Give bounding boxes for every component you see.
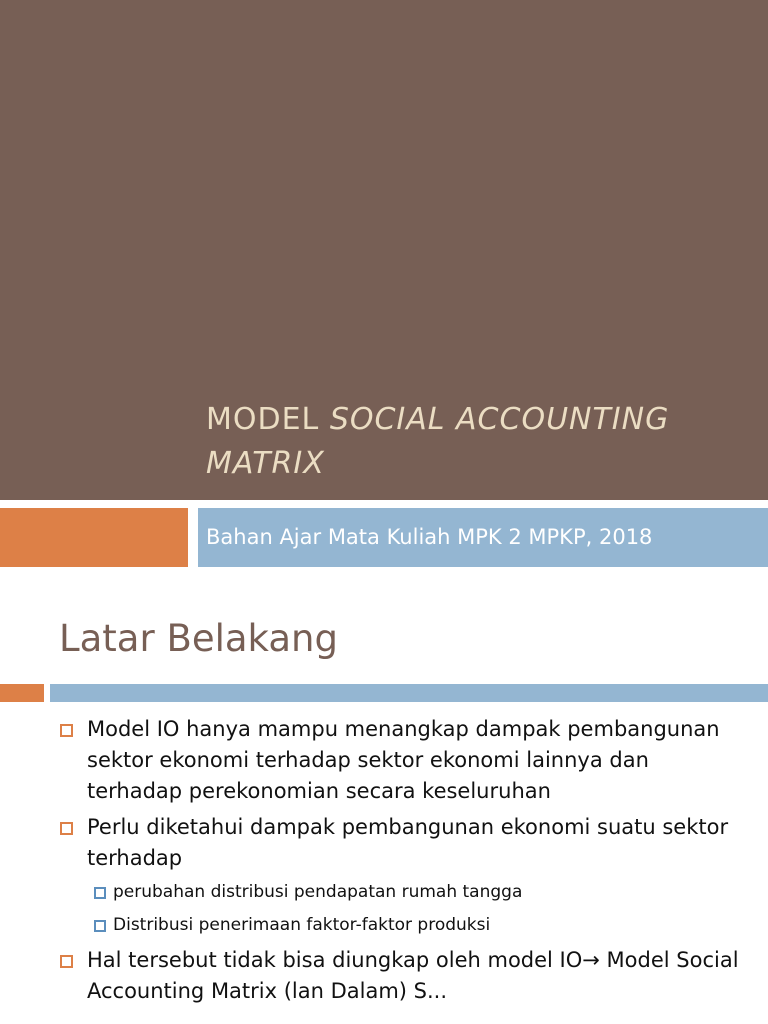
subtitle-bar [198,508,768,567]
subtitle-accent-block [0,508,188,567]
bullet-item [59,945,739,1007]
bullet-text: Model IO hanya mampu menangkap dampak pembangunan sektor ekonomi terhadap sektor ekonomi lainnya dan terhadap perekonomian secara keseluruhan [87,717,720,803]
square-sub-bullet-icon [94,887,106,899]
square-bullet-icon [60,724,73,737]
title-rule-accent [0,684,44,702]
sub-bullet-item [87,878,739,907]
title-slide [0,0,768,500]
bullet-item [59,812,739,940]
sub-bullet-text: perubahan distribusi pendapatan rumah tangga [113,882,523,902]
presentation-title [206,398,746,486]
bullet-list [59,714,739,1012]
title-part-sam: SOCIAL ACCOUNTING MATRIX [206,402,670,481]
bullet-text: Hal tersebut tidak bisa diungkap oleh model IO→ Model Social Accounting Matrix (lan Dalam) S... [87,948,739,1003]
slide-title: Latar Belakang [59,617,338,660]
title-part-model: MODEL [206,402,330,437]
square-bullet-icon [60,955,73,968]
sub-bullet-item [87,911,739,940]
sub-bullet-text: Distribusi penerimaan faktor-faktor produksi [113,915,491,935]
bullet-text: Perlu diketahui dampak pembangunan ekonomi suatu sektor terhadap [87,815,729,870]
bullet-item [59,714,739,807]
square-sub-bullet-icon [94,920,106,932]
square-bullet-icon [60,822,73,835]
title-rule [50,684,768,702]
presentation-subtitle: Bahan Ajar Mata Kuliah MPK 2 MPKP, 2018 [206,525,653,549]
sub-bullet-list [87,878,739,940]
